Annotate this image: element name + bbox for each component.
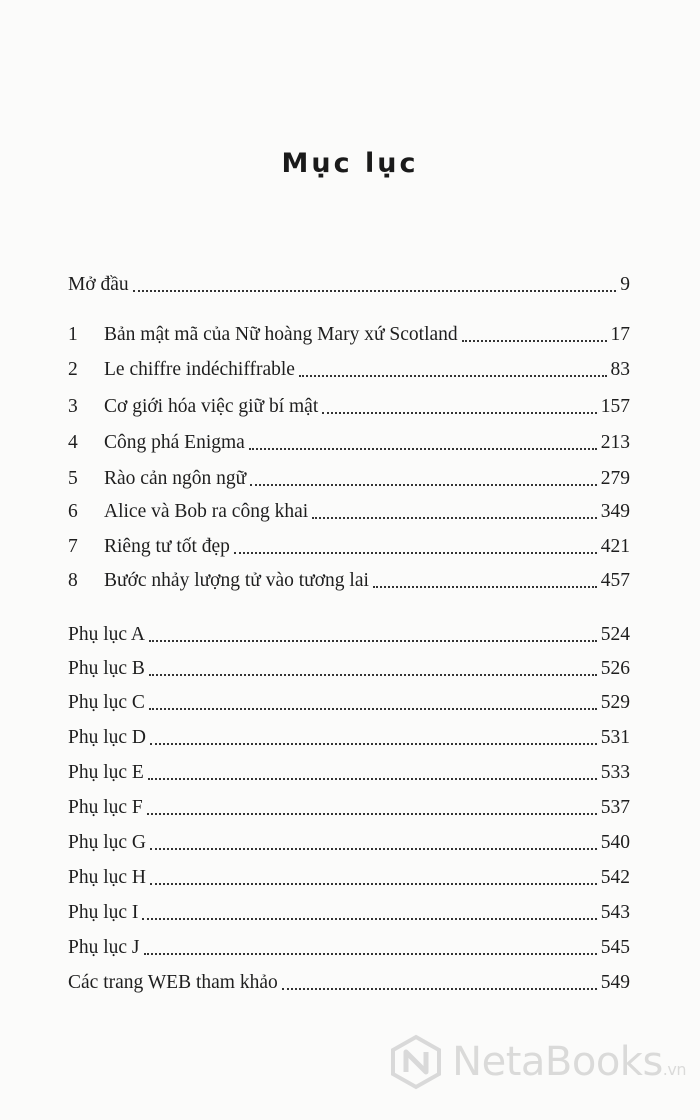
toc-entry-label: Phụ lục D	[68, 727, 146, 748]
toc-entry-number: 7	[68, 536, 78, 557]
dot-leader	[133, 288, 617, 292]
dot-leader	[149, 638, 597, 642]
toc-entry-page: 213	[600, 432, 630, 453]
toc-entry	[68, 723, 630, 753]
dot-leader	[147, 811, 597, 815]
toc-entry-page: 9	[620, 274, 630, 295]
toc-entry-page: 543	[600, 902, 630, 923]
toc-entry	[68, 968, 630, 998]
dot-leader	[373, 584, 597, 588]
toc-entry	[68, 320, 630, 350]
toc-entry-number: 1	[68, 324, 78, 345]
toc-entry-page: 17	[610, 324, 630, 345]
toc-entry-page: 537	[600, 797, 630, 818]
toc-entry-label: Le chiffre indéchiffrable	[104, 359, 295, 380]
dot-leader	[249, 446, 597, 450]
toc-entry-page: 524	[600, 624, 630, 645]
toc-entry	[68, 497, 630, 527]
page-title: Mục lục	[281, 148, 419, 179]
toc-entry	[68, 620, 630, 650]
dot-leader	[150, 881, 597, 885]
toc-entry-page: 529	[600, 692, 630, 713]
toc-entry	[68, 566, 630, 596]
toc-entry-page: 542	[600, 867, 630, 888]
dot-leader	[150, 741, 597, 745]
toc-entry	[68, 793, 630, 823]
toc-entry-label: Phụ lục J	[68, 937, 140, 958]
toc-entry-label: Cơ giới hóa việc giữ bí mật	[104, 396, 319, 417]
toc-entry-label: Các trang WEB tham khảo	[68, 972, 278, 993]
toc-entry-label: Phụ lục I	[68, 902, 139, 923]
toc-entry-label: Rào cản ngôn ngữ	[104, 468, 247, 489]
toc-entry-label: Phụ lục C	[68, 692, 145, 713]
dot-leader	[250, 482, 597, 486]
toc-entry	[68, 355, 630, 385]
toc-entry-label: Phụ lục F	[68, 797, 143, 818]
toc-entry	[68, 828, 630, 858]
toc-entry-page: 531	[600, 727, 630, 748]
dot-leader	[149, 672, 597, 676]
toc-entry-label: Phụ lục A	[68, 624, 145, 645]
toc-entry-label: Bản mật mã của Nữ hoàng Mary xứ Scotland	[104, 324, 458, 345]
toc-entry	[68, 270, 630, 300]
toc-entry-page: 279	[600, 468, 630, 489]
dot-leader	[142, 916, 596, 920]
toc-entry-label: Bước nhảy lượng tử vào tương lai	[104, 570, 369, 591]
table-of-contents	[68, 0, 630, 1120]
toc-entry-page: 457	[600, 570, 630, 591]
toc-entry	[68, 898, 630, 928]
toc-entry-number: 8	[68, 570, 78, 591]
toc-entry-number: 3	[68, 396, 78, 417]
toc-entry-page: 540	[600, 832, 630, 853]
toc-entry-page: 421	[600, 536, 630, 557]
toc-entry-page: 349	[600, 501, 630, 522]
toc-entry	[68, 428, 630, 458]
toc-entry-number: 4	[68, 432, 78, 453]
toc-entry-label: Mở đầu	[68, 274, 129, 295]
toc-entry-label: Riêng tư tốt đẹp	[104, 536, 230, 557]
dot-leader	[462, 338, 607, 342]
dot-leader	[148, 776, 597, 780]
watermark	[388, 1032, 686, 1092]
toc-entry	[68, 654, 630, 684]
toc-entry	[68, 688, 630, 718]
toc-entry-label: Phụ lục E	[68, 762, 144, 783]
toc-entry-page: 545	[600, 937, 630, 958]
toc-entry	[68, 392, 630, 422]
toc-entry-label: Phụ lục G	[68, 832, 146, 853]
toc-entry-number: 6	[68, 501, 78, 522]
toc-entry-number: 5	[68, 468, 78, 489]
dot-leader	[299, 373, 607, 377]
toc-entry-label: Alice và Bob ra công khai	[104, 501, 309, 522]
toc-entry	[68, 464, 630, 494]
toc-entry	[68, 933, 630, 963]
dot-leader	[150, 846, 597, 850]
toc-entry	[68, 758, 630, 788]
netabooks-logo-icon	[388, 1034, 444, 1090]
toc-entry	[68, 532, 630, 562]
dot-leader	[144, 951, 597, 955]
dot-leader	[149, 706, 597, 710]
toc-entry-page: 533	[600, 762, 630, 783]
toc-entry	[68, 863, 630, 893]
toc-entry-number: 2	[68, 359, 78, 380]
toc-entry-page: 549	[600, 972, 630, 993]
dot-leader	[312, 515, 597, 519]
toc-entry-label: Công phá Enigma	[104, 432, 245, 453]
dot-leader	[234, 550, 597, 554]
toc-entry-page: 83	[610, 359, 630, 380]
dot-leader	[322, 410, 597, 414]
toc-entry-page: 157	[600, 396, 630, 417]
watermark-brand: NetaBooks.vn	[452, 1039, 686, 1085]
toc-entry-label: Phụ lục B	[68, 658, 145, 679]
toc-entry-page: 526	[600, 658, 630, 679]
dot-leader	[282, 986, 597, 990]
toc-entry-label: Phụ lục H	[68, 867, 146, 888]
